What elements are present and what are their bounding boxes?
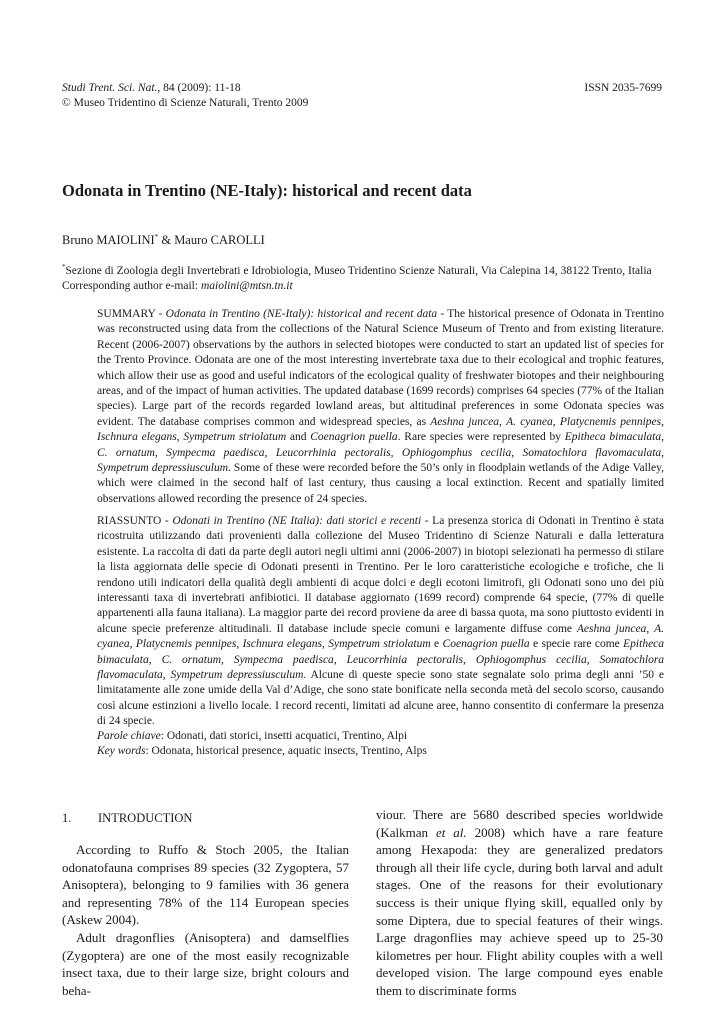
journal-header bbox=[62, 81, 482, 111]
species-name: Sympetrum depressiusculum bbox=[170, 669, 304, 682]
affiliation bbox=[62, 264, 664, 294]
species-name: Coenagrion puella bbox=[442, 638, 530, 651]
author-mark: * bbox=[154, 232, 159, 241]
authors bbox=[62, 233, 265, 248]
species-name: A. cyanea bbox=[506, 415, 553, 428]
species-name: Sympetrum striolatum bbox=[328, 638, 431, 651]
paper-title: Odonata in Trentino (NE-Italy): historical and recent data bbox=[62, 181, 472, 200]
riassunto-title: Odonati in Trentino (NE Italia): dati storici e recenti bbox=[172, 515, 422, 527]
summary-title: Odonata in Trentino (NE-Italy): historical and recent data bbox=[165, 308, 438, 320]
species-name: Leucorrhinia pectoralis bbox=[275, 446, 391, 459]
species-name: Sympecma paedisca bbox=[233, 653, 334, 666]
summary-label: SUMMARY - bbox=[97, 308, 166, 320]
species-name: Aeshna juncea bbox=[430, 415, 500, 428]
affiliation-address: *Sezione di Zoologia degli Invertebrati e Idrobiologia, Museo Tridentino Scienze Naturali, Via Calepina 14, 38122 Trento, Italia bbox=[62, 263, 652, 277]
species-name: C. ornatum bbox=[161, 653, 222, 666]
species-name: Leucorrhinia pectoralis bbox=[346, 653, 464, 666]
species-name: Ischnura elegans bbox=[97, 431, 177, 444]
section-title: INTRODUCTION bbox=[98, 811, 193, 825]
species-name: Epitheca bimaculata bbox=[97, 638, 665, 666]
species-name: Sympetrum depressiusculum bbox=[97, 462, 229, 475]
keywords-italian: Parole chiave: Odonati, dati storici, insetti acquatici, Trentino, Alpi bbox=[97, 730, 408, 742]
species-name: Somatochlora flavomaculata bbox=[97, 653, 665, 682]
species-name: Aeshna juncea bbox=[576, 622, 647, 635]
species-name: Somatochlora flavomaculata bbox=[522, 446, 662, 459]
summary-abstract: SUMMARY - Odonata in Trentino (NE-Italy): historical and recent data - The historical presence of Odonata in Trentino was reconstructed using data from the collections of the Natural Science Museum of Trento and from existing literature. Recent (2006-2007) observations by the authors in selected biotopes were conducted to start an updated list of species for the Trento Province. Odonata are one of the most interesting invertebrate taxa due to their ecological and trophic features, which allow their use as good and useful indicators of the ecological quality of freshwater biotopes and their neighbouring areas, and of the impact of human activities. The updated database (1699 records) comprises 64 species (77% of the Italian species). Large part of the records regarded lowland areas, but altitudinal preferences in some Odonata species was evident. The database comprises common and widespread species, as Aeshna juncea, A. cyanea, Platycnemis pennipes, Ischnura elegans, Sympetrum striolatum and Coenagrion puella. Rare species were represented by Epitheca bimaculata, C. ornatum, Sympecma paedisca, Leucorrhinia pectoralis, Ophiogomphus cecilia, Somatochlora flavomaculata, Sympetrum depressiusculum. Some of these were recorded before the 50’s only in floodplain wetlands of the Adige Valley, which were claimed in the second half of last century, thus causing a local extinction. Recent and spatially limited observations allowed recording the presence of 24 species. bbox=[97, 308, 665, 505]
species-name: Ophiogomphus cecilia bbox=[401, 446, 512, 459]
author-first: Bruno MAIOLINI bbox=[62, 233, 155, 247]
species-name: Coenagrion puella bbox=[310, 431, 398, 444]
citation-details: , 84 (2009): 11-18 bbox=[157, 82, 241, 94]
species-name: Sympetrum striolatum bbox=[183, 431, 287, 444]
species-name: Epitheca bimaculata bbox=[564, 431, 662, 444]
journal-name: Studi Trent. Sci. Nat. bbox=[62, 82, 158, 94]
species-name: Sympecma paedisca bbox=[166, 446, 265, 459]
author-second: Mauro CAROLLI bbox=[174, 233, 265, 247]
section-heading bbox=[62, 811, 192, 826]
paragraph: Adult dragonflies (Anisoptera) and damselflies (Zygoptera) are one of the most easily recognizable insect taxa, due to their large size, bright colours and beha- bbox=[62, 929, 349, 998]
body-column-right bbox=[376, 806, 663, 1000]
copyright-line: © Museo Tridentino di Scienze Naturali, Trento 2009 bbox=[62, 97, 309, 109]
issn: ISSN 2035-7699 bbox=[584, 82, 662, 94]
paragraph: According to Ruffo & Stoch 2005, the Italian odonatofauna comprises 89 species (32 Zygoptera, 57 Anisoptera), belonging to 9 families with 36 genera and representing 78% of the 114 European species (Askew 2004). bbox=[62, 842, 349, 928]
email-address[interactable]: maiolini@mtsn.tn.it bbox=[200, 280, 293, 292]
species-name: Platycnemis pennipes bbox=[559, 415, 662, 428]
species-name: Platycnemis pennipes bbox=[135, 638, 237, 651]
body-column-left bbox=[62, 841, 349, 999]
species-name: Ophiogomphus cecilia bbox=[475, 653, 587, 666]
riassunto-abstract: RIASSUNTO - Odonati in Trentino (NE Italia): dati storici e recenti - La presenza storica di Odonati in Trentino è stata ricostruita utilizzando dati provenienti dalla collezione del Museo Tridentino di Scienze Naturali e dalla letteratura esistente. La raccolta di dati da parte degli autori negli ultimi anni (2006-2007) in biotopi selezionati ha permesso di stilare la lista aggiornata delle specie di Odonati presenti in Trentino. Per le loro caratteristiche ecologiche e trofiche, che li rendono utili indicatori della qualità degli ambienti di acque dolci e degli ecotoni limitrofi, gli Odonati sono uno dei più interessanti taxa di invertebrati anfibiotici. Il database aggiornato (1699 record) comprende 64 specie, (77% di quelle appartenenti alla fauna italiana). La maggior parte dei record proviene da aree di bassa quota, ma sono piuttosto evidenti in alcune specie preferenze altitudinali. Il database include specie comuni e largamente diffuse come Aeshna juncea, A. cyanea, Platycnemis pennipes, Ischnura elegans, Sympetrum striolatum e Coenagrion puella e specie rare come Epitheca bimaculata, C. ornatum, Sympecma paedisca, Leucorrhinia pectoralis, Ophiogomphus cecilia, Somatochlora flavomaculata, Sympetrum depressiusculum. Alcune di queste specie sono state segnalate solo prima degli anni ’50 e limitatamente alle zone umide della Val d’Adige, che sono state bonificate nella seconda metà del secolo scorso, causando così alcune estinzioni a livello locale. I record recenti, limitati ad alcune aree, hanno consentito di confermare la presenza di 24 specie. bbox=[97, 515, 665, 728]
section-number: 1. bbox=[62, 811, 72, 825]
species-name: Ischnura elegans bbox=[242, 638, 322, 651]
species-name: C. ornatum bbox=[97, 446, 155, 459]
paragraph: viour. There are 5680 described species worldwide (Kalkman et al. 2008) which have a rare feature among Hexapoda: they are generalized predators through all their life cycle, during both larval and adult stages. One of the reasons for their evolutionary success is their unique flying skill, equalled only by some Diptera, due to special features of their wings. Large dragonflies may achieve speed up to 25-30 kilometres per hour. Flight ability couples with a well developed vision. The large compound eyes enable them to discriminate forms bbox=[376, 807, 664, 998]
keywords-block bbox=[97, 729, 664, 760]
species-name: A. cyanea bbox=[97, 622, 664, 651]
keywords-english: Key words: Odonata, historical presence, aquatic insects, Trentino, Alps bbox=[97, 745, 427, 758]
author-separator: & bbox=[158, 233, 175, 247]
affiliation-mark: * bbox=[62, 263, 66, 272]
citation-line bbox=[62, 81, 482, 96]
corresponding-email: Corresponding author e-mail: maiolini@mtsn.tn.it bbox=[62, 280, 293, 292]
riassunto-label: RIASSUNTO - bbox=[97, 515, 173, 527]
